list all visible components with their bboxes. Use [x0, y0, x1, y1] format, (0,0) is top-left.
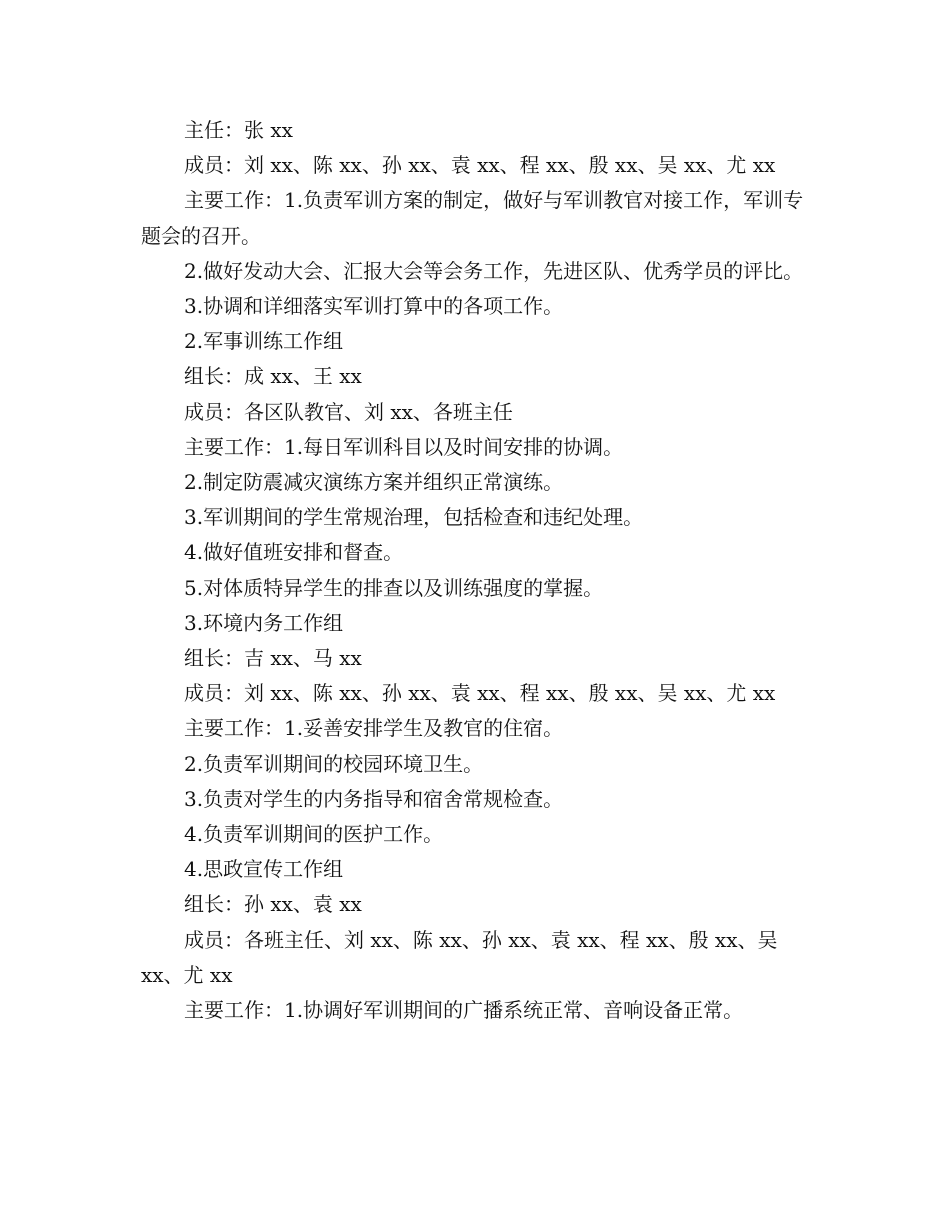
paragraph-members: 成员：各区队教官、刘 xx、各班主任	[184, 399, 513, 424]
paragraph-members: 成员：刘 xx、陈 xx、孙 xx、袁 xx、程 xx、殷 xx、吴 xx、尤 xx	[184, 681, 776, 706]
paragraph-leaders: 组长：吉 xx、马 xx	[184, 646, 362, 671]
paragraph-item: 2.制定防震减灾演练方案并组织正常演练。	[184, 470, 564, 495]
paragraph-item: 4.做好值班安排和督查。	[184, 540, 404, 565]
paragraph-main-work: 主要工作：1.协调好军训期间的广播系统正常、音响设备正常。	[184, 998, 744, 1023]
paragraph-main-work: 主要工作：1.妥善安排学生及教官的住宿。	[184, 716, 564, 741]
paragraph-item: 3.负责对学生的内务指导和宿舍常规检查。	[184, 786, 564, 811]
paragraph-item: 2.负责军训期间的校园环境卫生。	[184, 751, 484, 776]
paragraph-leaders: 组长：成 xx、王 xx	[184, 364, 362, 389]
paragraph-main-work: 主要工作：1.每日军训科目以及时间安排的协调。	[184, 434, 624, 459]
paragraph-main-work: 主要工作：1.负责军训方案的制定，做好与军训教官对接工作，军训专题会的召开。	[141, 188, 804, 248]
paragraph-director: 主任：张 xx	[184, 118, 293, 142]
section-heading: 2.军事训练工作组	[184, 329, 344, 354]
paragraph-members: 成员：各班主任、刘 xx、陈 xx、孙 xx、袁 xx、程 xx、殷 xx、吴 xx、尤 xx	[141, 927, 784, 987]
paragraph-members: 成员：刘 xx、陈 xx、孙 xx、袁 xx、程 xx、殷 xx、吴 xx、尤 xx	[184, 153, 776, 178]
section-heading: 4.思政宣传工作组	[184, 857, 344, 882]
paragraph-item: 3.协调和详细落实军训打算中的各项工作。	[184, 294, 564, 319]
paragraph-item: 5.对体质特异学生的排查以及训练强度的掌握。	[184, 575, 604, 600]
paragraph-item: 4.负责军训期间的医护工作。	[184, 822, 444, 847]
document-page	[141, 113, 813, 1028]
paragraph-item: 2.做好发动大会、汇报大会等会务工作，先进区队、优秀学员的评比。	[184, 258, 804, 283]
paragraph-leaders: 组长：孙 xx、袁 xx	[184, 892, 362, 917]
paragraph-item: 3.军训期间的学生常规治理，包括检查和违纪处理。	[184, 505, 644, 530]
section-heading: 3.环境内务工作组	[184, 610, 344, 635]
